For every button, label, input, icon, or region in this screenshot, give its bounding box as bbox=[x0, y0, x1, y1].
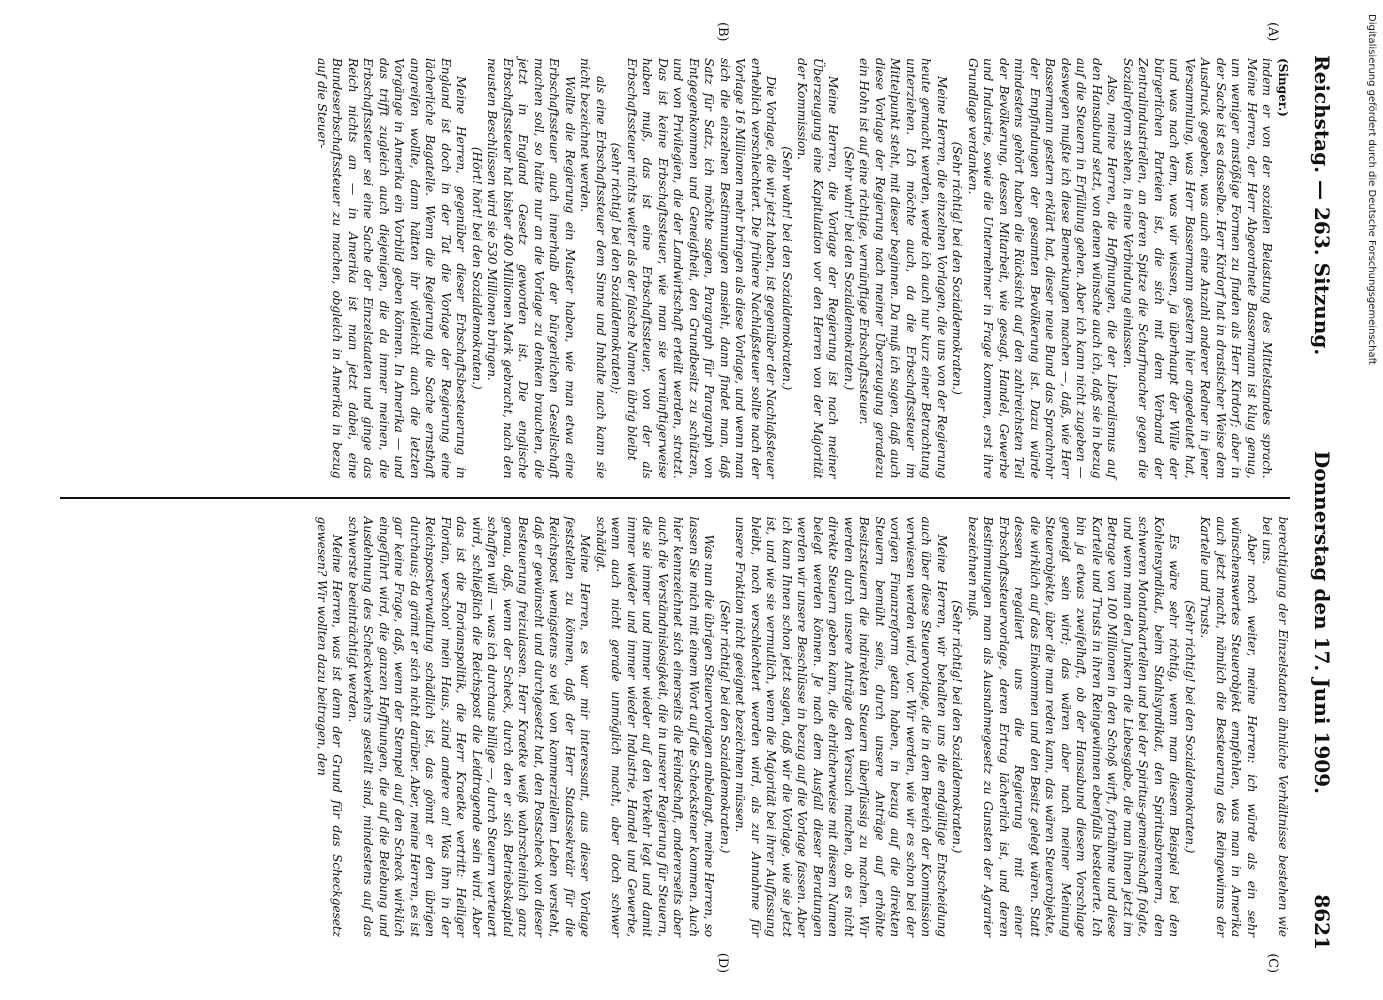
interjection: (Sehr wahr! bei den Sozialdemokraten.) bbox=[841, 146, 856, 391]
paragraph: Also, meine Herren, die Hoffnungen, die der Liberalismus auf den Hansabund setzt, von denen wünsche auch ich, daß sie in bezug auf die Steuern in Erfüllung gehen. Aber ich kann nicht zugeben — deswegen mußte ich diese Bemerkungen machen —, daß, wie Herr Bassermann gestern erklärt hat, dieser neue Bund das Sprachrohr der Empfindungen der gesamten Bevölkerung ist. Dazu würde mindestens gehört haben die Rücksicht auf den zahlreichsten Teil der Bevölkerung, dessen Mitarbeit, wie gesagt, Handel, Gewerbe und Industrie, sowie die Unternehmer in Frage kommen, erst ihre Grundlage verdanken. bbox=[965, 58, 1119, 479]
margin-mark-b: (B) bbox=[714, 22, 730, 42]
digitization-text: Digitalisierung gefördert durch die Deutsche Forschungsgemeinschaft bbox=[1366, 14, 1377, 365]
paragraph: als eine Erbschaftssteuer dem Sinne und Inhalte nach kann sie nicht bezeichnet werden. bbox=[578, 58, 608, 479]
paragraph: Meine Herren, was ist denn der Grund für das Scheckgesetz gewesen? Wir wollten dazu beitragen, den bbox=[314, 516, 344, 937]
header-date: Donnerstag den 17. Juni 1909. bbox=[1309, 450, 1334, 795]
interjection: (Sehr richtig! bei den Sozialdemokraten.) bbox=[1182, 600, 1197, 854]
rotated-page bbox=[42, 20, 1342, 980]
paragraph: Wollte die Regierung ein Muster haben, wie man etwa eine Erbschaftssteuer auch innerhalb der bürgerlichen Gesellschaft machen soll, so hätte nur an die Vorlage zu denken brauchen, die jetzt in England Gesetz geworden ist. Die englische Erbschaftssteuer hat bisher 400 Millionen Mark gebracht, nach den neusten Beschlüssen wird sie 530 Millionen bringen. bbox=[485, 58, 577, 479]
margin-mark-d: (D) bbox=[714, 952, 730, 973]
text-columns bbox=[60, 22, 1290, 973]
digitization-note bbox=[1365, 14, 1379, 994]
margin-mark-c: (C) bbox=[1264, 953, 1280, 973]
margin-mark-a: (A) bbox=[1264, 22, 1280, 42]
interjection: (Sehr richtig! bei den Sozialdemokraten.) bbox=[950, 141, 964, 395]
paragraph: berechtigung der Einzelstaaten ähnliche Verhältnisse bestehen wie bei uns. bbox=[1260, 516, 1290, 937]
speaker-name: (Singer.) bbox=[1275, 58, 1290, 117]
paragraph: Es wäre sehr richtig, wenn man diesem Beispiel bei den Kohlensyndikat, beim Stahlsyndikat, den Spiritusbrennern, den schweren Montankartellen und bei der Spiritus-gemeinschaft folgte, und wenn man den Junkern die Liebesgabe, die man ihnen jetzt im Betrage von 100 Millionen in den Schoß wirft, fortnähme und diese Kartelle und Trusts in ihren Reingewinnen ebenfalls besteuerte. Ich bin ja etwas zweifelhaft, ob der Hansabund diesem Vorschlage geneigt sein wird; das wären aber nach meiner Meinung Steuerobjekte, über die man reden kann, das wären Steuerobjekte, die wirklich auf das Einkommen und den Besitz gelegt wären. Statt dessen regaliert uns die Regierung mit einer Erbschaftssteuervorlage, deren Ertrag lächerlich ist, und deren Bestimmungen man als Ausnahmegesetz zu Gunsten der Agrarier bezeichnen muß. bbox=[965, 516, 1181, 937]
column-right bbox=[60, 499, 1290, 973]
interjection: (Sehr wahr! bei den Sozialdemokraten.) bbox=[779, 146, 794, 391]
interjection: (Sehr richtig! bei den Sozialdemokraten.) bbox=[950, 600, 964, 854]
paragraph: Meine Herren, die Vorlage der Regierung ist nach meiner Überzeugung eine Kapitulation vor den Herren von der Majorität der Kommission. bbox=[795, 58, 840, 479]
interjection: (Hört! hört! bei den Sozialdemokraten.) bbox=[469, 146, 484, 390]
paragraph: Was nun die übrigen Steuervorlagen anbelangt, meine Herren, so lassen Sie mich mit einem Wort auf die Scheckstener kommen. Auch hier kennzeichnet sich einerseits die Feindschaft, andererseits aber auch die Verständnislosigkeit, die in unserer Regierung für Steuern, die sie immer und immer wieder auf den Verkehr legt und damit immer wieder und immer wieder Industrie, Handel und Gewerbe, wenn auch nicht gerade unmöglich macht, aber doch schwer schädigt. bbox=[593, 516, 716, 937]
paragraph: Die Vorlage, die wir jetzt haben, ist gegenüber der Nachlaßsteuer erheblich verschlechtert. Die frühere Nachlaßsteuer sollte nach der Vorlage 16 Millionen mehr bringen als diese Vorlage, und wenn man sich die einzelnen Bestimmungen ansieht, dann findet man, daß Satz für Satz, ich möchte sagen, Paragraph für Paragraph von Entgegenkommen und Geneigtheit, den Grundbesitz zu schützen, und von Privilegien, die der Landwirtschaft erteilt werden, strotzt. Das ist keine Erbschaftssteuer, wie man sie vernünftigerweise haben muß, das ist eine Erbschaftssteuer, von der als Erbschaftssteuer nichts weiter als der falsche Namen übrig bleibt bbox=[624, 58, 778, 479]
header-left: Reichstag. — 263. Sitzung. bbox=[1309, 55, 1334, 356]
paragraph: Meine Herren, gegenüber dieser Erbschaftsbesteuerung in England ist doch in der Tat die Vorlage der Regierung eine lächerliche Bagatelle. Wenn die Regierung die Sache ernsthaft angreifen wollte, dann hätten ihr vielleicht auch die letzten Vorgänge in Amerika ein Vorbild geben können. In Amerika — und das trifft zugleich auch diejenigen, die da immer meinen, die Erbschaftssteuer sei eine Sache der Einzelstaaten und ginge das Reich nichts an — in Amerika ist man jetzt dabei, eine Bundeserbschaftssteuer zu machen, obgleich in Amerika in bezug auf die Steuer- bbox=[314, 58, 468, 479]
page-header bbox=[1302, 55, 1342, 950]
column-left bbox=[60, 22, 1290, 497]
paragraph: Meine Herren, es war mir interessant, aus dieser Vorlage feststellen zu können, daß der Herr Staatssekretär für die Reichspost wenigstens so viel von kommerziellem Leben versteht, daß er gewünscht und durchgesetzt hat, den Postscheck von dieser Besteuerung freizulassen. Herr Kraetke weiß wahrscheinlich ganz genau, daß, wenn der Scheck, durch den er sich Betriebskapital schaffen will — was ich durchaus billige —, durch Steuern verteuert wird, schließlich die Reichspost die Leidtragende sein wird. Aber das ist die Florianspolitik, die Herr Kraetke vertritt: Heiliger Florian, verschon' mein Haus, zünd andere an! Was ihm in der Reichspostverwaltung schädlich ist, das gönnt er den übrigen durchaus; da grämt er sich nicht darüber. Aber, meine Herren, es ist gar keine Frage, daß, wenn der Stempel auf den Scheck wirklich eingeführt wird, die ganzen Hoffnungen, die auf die Belebung und Ausdehnung des Scheckverkehrs gestellt sind, mindestens auf das schwerste beeinträchtigt werden. bbox=[345, 516, 592, 937]
page-number: 8621 bbox=[1309, 894, 1334, 950]
interjection: (sehr richtig! bei den Sozialdemokraten); bbox=[609, 142, 623, 394]
paragraph: Aber noch weiter, meine Herren: ich würde als ein sehr wünschenswertes Steuerobjekt empfehlen, was man in Amerika auch jetzt macht, nämlich die Besteuerung des Reingewinns der Kartelle und Trusts. bbox=[1198, 516, 1259, 937]
paragraph: indem er von der sozialen Belastung des Mittelstandes sprach. Meine Herren, der Herr Abgeordnete Bassermann ist klug genug, um weniger anstößige Formen zu finden als Herr Kirdorf; aber in der Sache ist es dasselbe. Herr Kirdorf hat in drastischer Weise dem Ausdruck gegeben, was auch eine Anzahl anderer Redner in jener Versammlung, was Herr Bassermann gestern hier angedeutet hat, und was nach dem, was wir wissen, ja überhaupt der Wille der bürgerlichen Parteien ist, die sich mit dem Verband der Zentralindustriellen, an deren Spitze die Scharfmacher gegen die Sozialreform stehen, in eine Verbindung einlassen. bbox=[1120, 58, 1274, 479]
interjection: (Sehr richtig! bei den Sozialdemokraten.) bbox=[717, 600, 732, 854]
paragraph: Meine Herren, wir behalten uns die endgültige Entscheidung auch über diese Steuervorlage, die in dem Bereich der Kommission verwiesen werden wird, vor. Wir werden, wie wir es schon bei der vorigen Finanzreform getan haben, in bezug auf die direkten Steuern bemüht sein, durch unsere Anträge auf erhöhte Besitzsteuern die indirekten Steuern überflüssig zu machen. Wir werden durch unsere Anträge den Versuch machen, ob es nicht direkte Steuern geben kann, die ehrlicherweise mit diesem Namen belegt werden können. Je nach dem Ausfall dieser Beratungen werden wir unsere Beschlüsse in bezug auf die Vorlage fassen. Aber ich kann Ihnen schon jetzt sagen, daß wir die Vorlage, wie sie jetzt ist, und wie sie vermutlich, wenn die Majorität bei ihrer Auffassung bleibt, noch verschlechtert werden wird, als zur Annahme für unsere Fraktion nicht geeignet bezeichnen müssen. bbox=[733, 516, 949, 937]
paragraph: Meine Herren, die einzelnen Vorlagen, die uns von der Regierung heute gemacht werden, werde ich auch nur kurz einer Betrachtung unterziehen. Ich möchte auch, da die Erbschaftssteuer im Mittelpunkt steht, mit dieser beginnen. Da muß ich sagen, daß auch diese Vorlage der Regierung nach meiner Überzeugung geradezu ein Hohn ist auf eine richtige, vernünftige Erbschaftssteuer. bbox=[857, 58, 949, 479]
